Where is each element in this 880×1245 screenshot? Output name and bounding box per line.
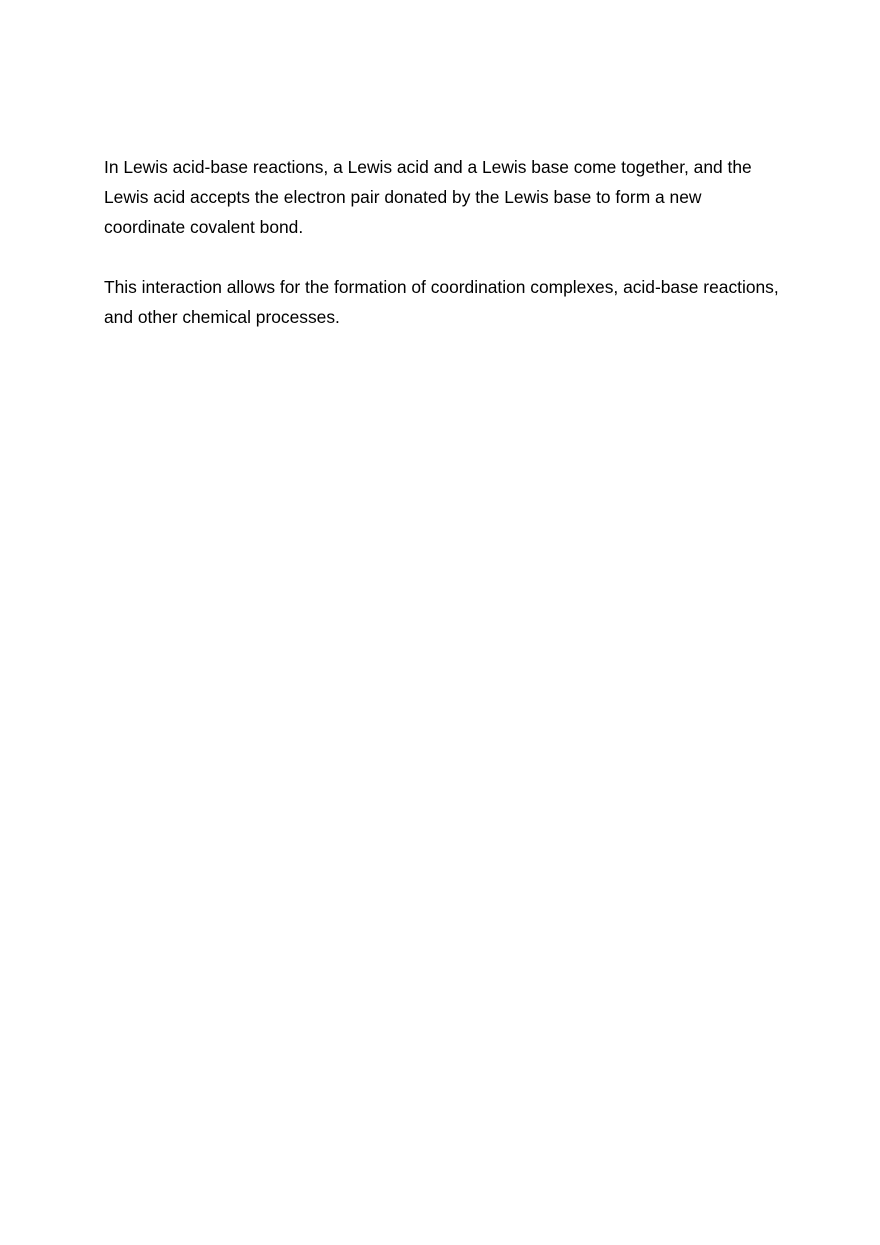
paragraph-interaction: This interaction allows for the formation of coordination complexes, acid-base reactions, and other chemical processes. bbox=[104, 277, 779, 327]
paragraph-lewis-acid-base: In Lewis acid-base reactions, a Lewis acid and a Lewis base come together, and the Lewis acid accepts the electron pair donated by the Lewis base to form a new coordinate covalent bond. bbox=[104, 157, 752, 237]
document-body bbox=[104, 152, 780, 332]
